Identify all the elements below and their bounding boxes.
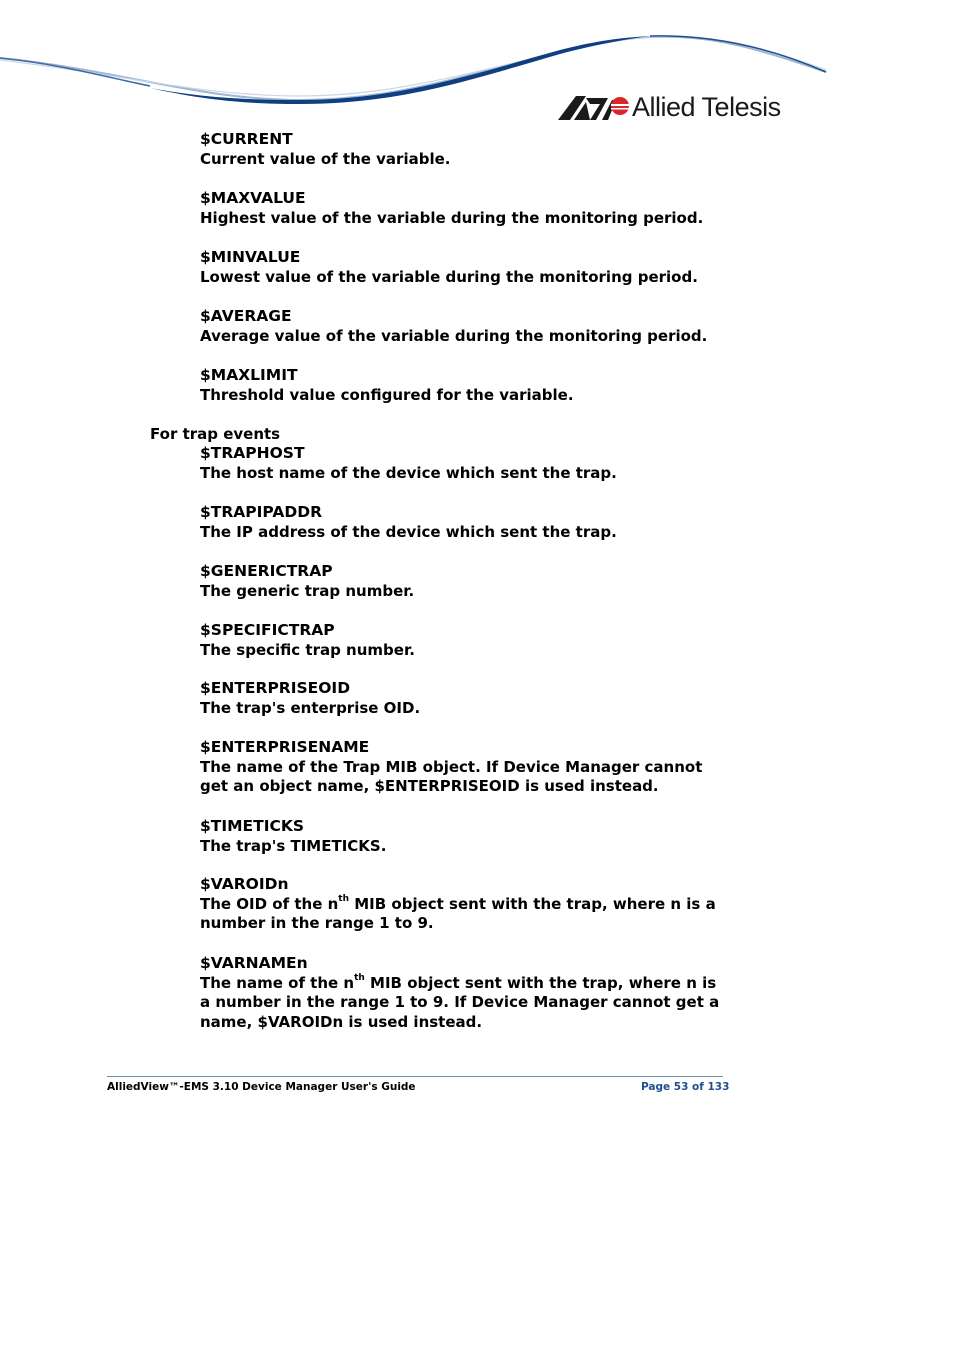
entry-average [200,307,730,346]
entry-term: $ENTERPRISENAME [200,738,370,756]
entry-desc [200,974,730,1033]
entry-term: $MAXLIMIT [200,366,298,384]
entry-specifictrap [200,621,730,660]
entry-term: $ENTERPRISEOID [200,679,351,697]
entry-enterprisename [200,738,730,797]
entry-desc: Lowest value of the variable during the monitoring period. [200,267,698,286]
entry-term: $GENERICTRAP [200,562,333,580]
entry-desc: The trap's TIMETICKS. [200,836,387,855]
entry-desc: The specific trap number. [200,640,415,659]
desc-part: MIB object sent with the trap, where n is a number in the range 1 to 9. [200,894,716,932]
footer-guide-title: AlliedView™-EMS 3.10 Device Manager User's Guide [107,1081,416,1093]
entry-desc: Threshold value configured for the variable. [200,385,574,404]
entry-term: $MINVALUE [200,248,301,266]
entry-term: $TRAPHOST [200,444,305,462]
entry-timeticks [200,817,730,856]
desc-part: The OID of the n [200,894,339,913]
entry-desc: Current value of the variable. [200,149,451,168]
entry-current [200,130,730,169]
ordinal-superscript: th [338,893,350,904]
entry-term: $CURRENT [200,130,293,148]
entry-maxvalue [200,189,730,228]
ordinal-superscript: th [354,972,365,983]
entry-enterpriseoid [200,679,730,718]
desc-part: MIB object sent with the trap, where n is a number in the range 1 to 9. If Device Manager cannot get a name, $VAROIDn is used instead. [200,973,720,1031]
entry-minvalue [200,248,730,287]
entry-desc: The name of the Trap MIB object. If Device Manager cannot get an object name, $ENTERPRISEOID is used instead. [200,757,703,795]
entry-trapipaddr [200,503,730,542]
allied-telesis-logo-icon [556,92,630,122]
entry-term: $MAXVALUE [200,189,306,207]
entry-term: $VARNAMEn [200,954,308,972]
entry-desc: Highest value of the variable during the monitoring period. [200,208,704,227]
entry-desc: The host name of the device which sent the trap. [200,463,617,482]
desc-part: The name of the n [200,973,355,992]
entry-generictrap [200,562,730,601]
trap-section-heading: For trap events [150,425,281,443]
entry-desc: The trap's enterprise OID. [200,698,421,717]
entry-term: $SPECIFICTRAP [200,621,335,639]
footer-page-number: Page 53 of 133 [641,1081,730,1093]
entry-maxlimit [200,366,730,405]
entry-desc: The generic trap number. [200,581,415,600]
entry-varnamen [200,954,730,1032]
entry-term: $TIMETICKS [200,817,305,835]
footer-divider [107,1076,723,1077]
entry-desc [200,895,730,934]
entry-traphost [200,444,730,483]
brand-name: Allied Telesis [632,92,781,122]
entry-term: $TRAPIPADDR [200,503,323,521]
header-swoosh [0,0,954,130]
entry-term: $VAROIDn [200,875,289,893]
entry-varoidn [200,875,730,934]
entry-term: $AVERAGE [200,307,292,325]
entry-desc: Average value of the variable during the monitoring period. [200,326,708,345]
brand-logo [556,92,781,122]
entry-desc: The IP address of the device which sent the trap. [200,522,617,541]
